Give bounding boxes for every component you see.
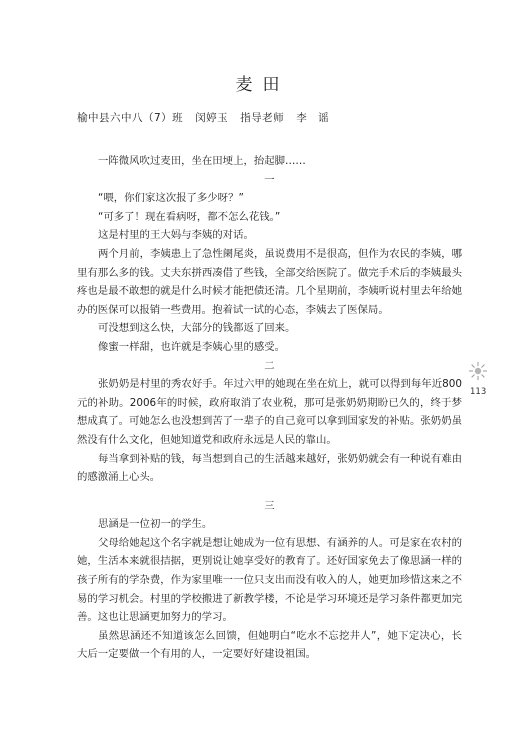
article-title: 麦田	[235, 75, 290, 95]
paragraph: 虽然思涵还不知道该怎么回馈，但她明白“吃水不忘挖井人”，她下定决心，长大后一定要做一个有用的人，一定要好好建设祖国。	[77, 629, 462, 661]
byline-teacher: 李 谣	[296, 112, 330, 124]
paragraph: 像蜜一样甜，也许就是李姨心里的感受。	[98, 340, 286, 353]
section-heading-3: 三	[264, 499, 275, 512]
section-heading-2: 二	[264, 359, 275, 372]
intro-paragraph: 一阵微风吹过麦田，坐在田埂上，抬起脚……	[98, 155, 306, 167]
paragraph: 张奶奶是村里的秀农好手。年过六甲的她现在坐在炕上，就可以得到每年近800元的补助。2006年的时候，政府取消了农业税，那可是张奶奶期盼已久的，终于梦想成真了。可她怎么也没想到苦了一辈子的自己竟可以拿到国家发的补贴。张奶奶虽然没有什么文化，但她知道党和政府永远是人民的靠山。	[77, 378, 462, 446]
byline-author: 闵婷玉	[195, 112, 229, 124]
paragraph: 父母给她起这个名字就是想让她成为一位有思想、有涵养的人。可是家在农村的她，生活本来就很拮据，更别说让她享受好的教育了。还好国家免去了像思涵一样的孩子所有的学杂费，作为家里唯一一位只支出而没有收入的人，她更加珍惜这来之不易的学习机会。村里的学校搬进了新教学楼，不论是学习环境还是学习条件都更加完善。这也让思涵更加努力的学习。	[77, 536, 462, 624]
paragraph: 思涵是一位初一的学生。	[98, 518, 213, 531]
sunburst-ornament-icon	[468, 361, 488, 381]
paragraph: 每当拿到补贴的钱，每当想到自己的生活越来越好，张奶奶就会有一种说有难由的感激涌上心头。	[77, 452, 462, 484]
paragraph: “喂，你们家这次报了多少呀？”	[98, 192, 244, 205]
paragraph: “可多了！现在看病呀，都不怎么花钱。”	[98, 210, 281, 223]
byline-teacher-label: 指导老师	[240, 112, 285, 124]
paragraph: 两个月前，李姨患上了急性阑尾炎，虽说费用不是很高，但作为农民的李姨，哪里有那么多的钱。丈夫东拼西凑借了些钱，全部交给医院了。做完手术后的李姨最头疼也是最不敢想的就是什么时候才能把债还清。几个星期前，李姨听说村里去年给她办的医保可以报销一些费用。抱着试一试的心态，李姨去了医保局。	[77, 247, 462, 316]
section-heading-1: 一	[264, 173, 275, 186]
byline-school: 榆中县六中八（7）班	[77, 112, 184, 124]
byline	[77, 110, 329, 125]
article-body	[77, 152, 462, 664]
page-number: 113	[470, 387, 487, 397]
paragraph: 可没想到这么快，大部分的钱都返了回来。	[98, 322, 296, 335]
paragraph: 这是村里的王大妈与李姨的对话。	[98, 229, 254, 242]
